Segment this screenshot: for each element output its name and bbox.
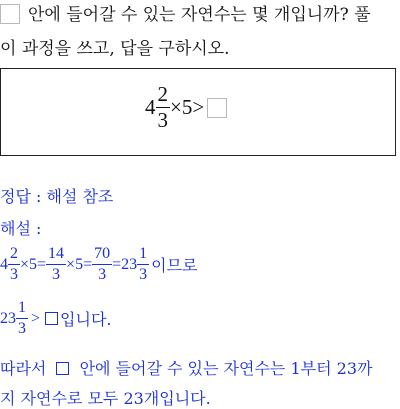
- calc-fraction-c: $\frac{70}{3}$: [94, 245, 111, 283]
- calc-fraction-b: $\frac{14}{3}$: [48, 245, 65, 283]
- expression-blank-box: [207, 98, 227, 118]
- calculation-line: 4 $\frac{2}{3}$ ×5= $\frac{14}{3}$ ×5= $\frac{70}{3}$ =23 $\frac{1}{3}$ 이므로: [0, 245, 198, 283]
- answer-blank-box: [0, 4, 20, 24]
- expression-fraction: $\frac{2}{3}$: [157, 82, 168, 132]
- comparison-blank-box: [45, 312, 58, 325]
- mixed-whole: 4: [145, 95, 156, 119]
- explanation-label: 해설 :: [0, 219, 42, 238]
- conclusion-line-2: 지 자연수로 모두 23개입니다.: [0, 389, 211, 408]
- conclusion-line-1: 따라서 안에 들어갈 수 있는 자연수는 1부터 23까: [0, 359, 373, 378]
- calc-fraction-d: $\frac{1}{3}$: [139, 245, 148, 283]
- comparison-fraction: $\frac{1}{3}$: [18, 299, 26, 337]
- calc-fraction-a: $\frac{2}{3}$: [10, 245, 18, 283]
- expression-box: [0, 68, 396, 156]
- answer-label: 정답 : 해설 참조: [0, 187, 114, 206]
- question-line-1: 안에 들어갈 수 있는 자연수는 몇 개입니까? 풀: [0, 4, 371, 26]
- conclusion-blank-box: [56, 362, 69, 375]
- comparison-line: 23 $\frac{1}{3}$ > 입니다.: [0, 299, 112, 337]
- question-line-2: 이 과정을 쓰고, 답을 구하시오.: [0, 39, 230, 59]
- expression: [145, 84, 227, 131]
- expression-operators: ×5>: [170, 95, 205, 119]
